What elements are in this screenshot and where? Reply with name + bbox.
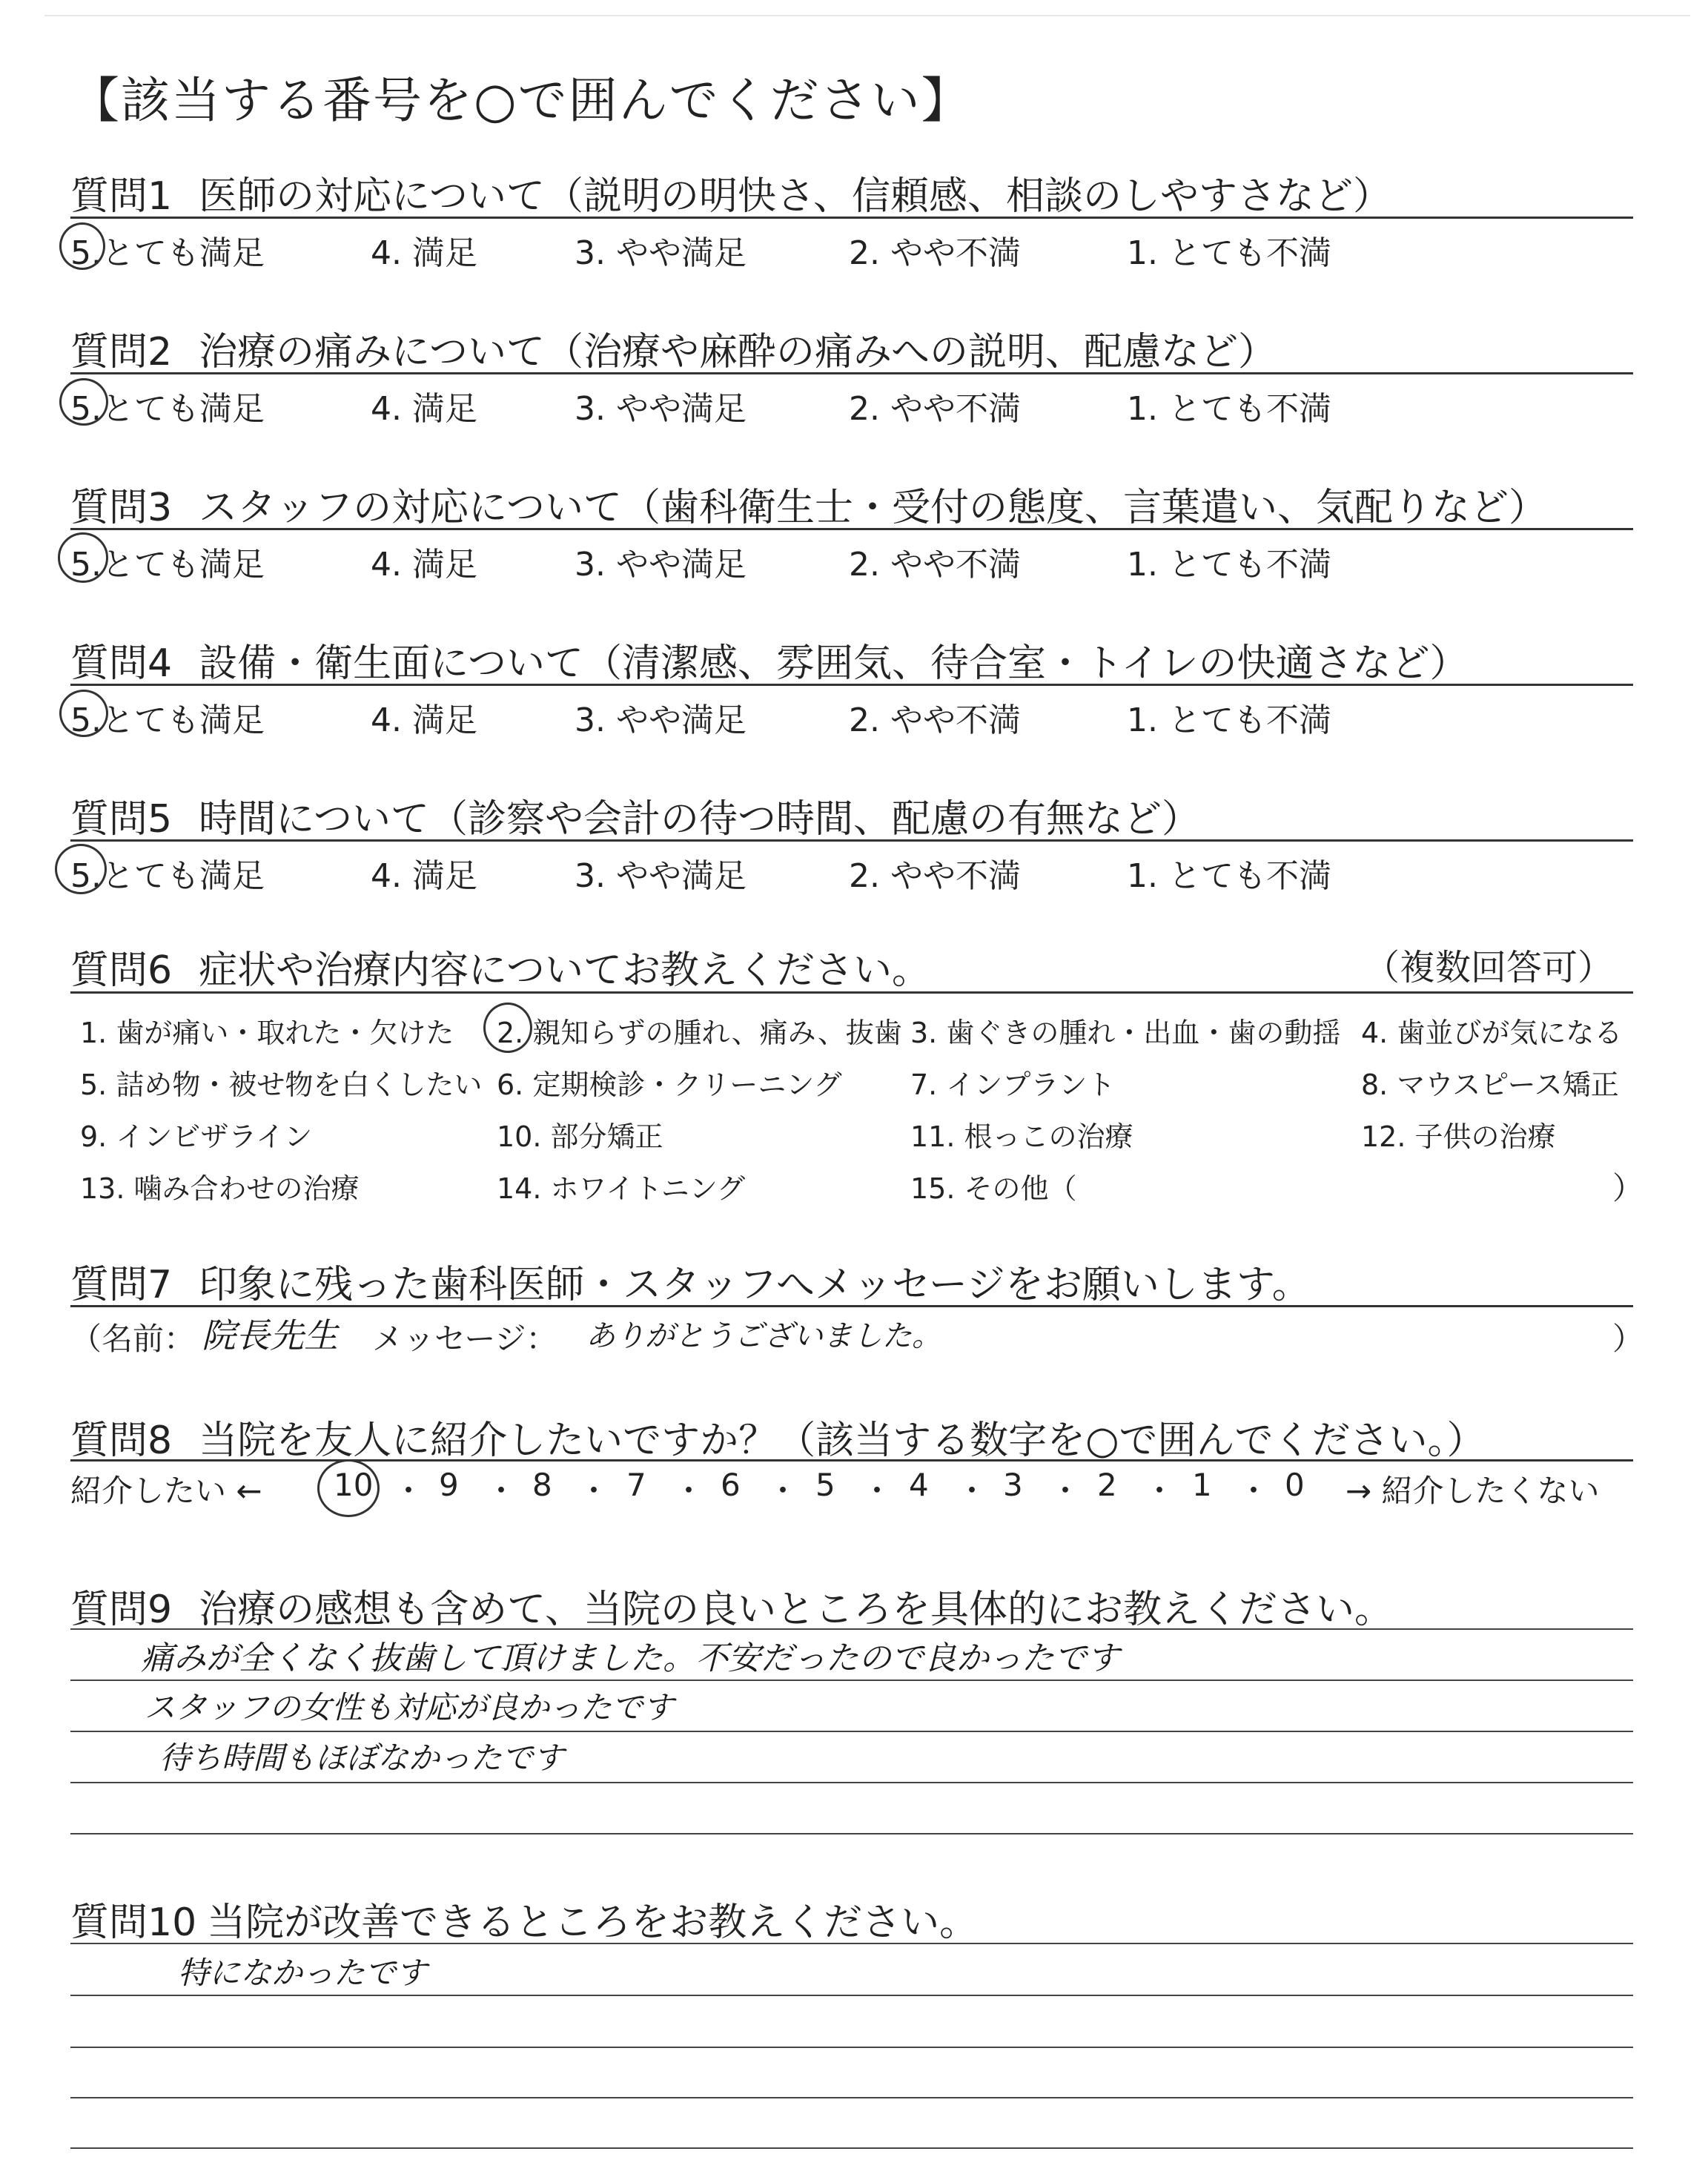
top-divider xyxy=(44,15,1690,16)
q6-option-9[interactable]: 9. インビザライン xyxy=(80,1120,313,1153)
q2-option-1[interactable]: 1. とても不満 xyxy=(1127,390,1331,428)
q3-option-5[interactable]: 5.とても満足 xyxy=(70,546,265,584)
question-10-number: 質問10 xyxy=(70,1900,197,1945)
q6-option-12[interactable]: 12. 子供の治療 xyxy=(1361,1120,1556,1153)
q4-option-5[interactable]: 5.とても満足 xyxy=(70,701,265,739)
q2-selection-circle xyxy=(59,378,108,426)
q7-close-paren: ） xyxy=(1612,1321,1644,1357)
question-7-title xyxy=(70,1253,1311,1309)
q7-name-label: （名前： xyxy=(70,1321,196,1357)
question-6-title xyxy=(70,939,930,994)
q8-sep-4: ・ xyxy=(673,1473,705,1509)
q9-line-2 xyxy=(70,1680,1633,1681)
q9-line-3 xyxy=(70,1731,1633,1732)
question-7-text: 印象に残った歯科医師・スタッフへメッセージをお願いします。 xyxy=(199,1263,1311,1307)
q5-selection-circle xyxy=(55,844,107,894)
q8-scale-3[interactable]: 3 xyxy=(1003,1467,1023,1503)
q7-name-handwritten[interactable]: 院長先生 xyxy=(202,1315,338,1355)
q8-sep-3: ・ xyxy=(578,1473,610,1509)
q6-option-13[interactable]: 13. 噛み合わせの治療 xyxy=(80,1172,360,1205)
question-8-text: 当院を友人に紹介したいですか？（該当する数字を○で囲んでください。） xyxy=(199,1418,1486,1463)
q8-sep-2: ・ xyxy=(486,1473,517,1509)
q8-sep-5: ・ xyxy=(767,1473,799,1509)
question-6-number: 質問6 xyxy=(70,948,173,993)
question-6-text: 症状や治療内容についてお教えください。 xyxy=(199,948,931,993)
q2-option-4[interactable]: 4. 満足 xyxy=(371,390,477,428)
q8-scale-6[interactable]: 6 xyxy=(721,1467,741,1503)
q3-option-1[interactable]: 1. とても不満 xyxy=(1127,546,1331,584)
q10-line-3 xyxy=(70,2047,1633,2048)
q7-message-handwritten[interactable]: ありがとうございました。 xyxy=(586,1319,941,1353)
q8-selection-circle xyxy=(317,1459,380,1517)
q10-line-5 xyxy=(70,2147,1633,2149)
question-8-title xyxy=(70,1409,1485,1464)
question-3-text: スタッフの対応について（歯科衛生士・受付の態度、言葉遣い、気配りなど） xyxy=(199,486,1548,530)
q3-option-3[interactable]: 3. やや満足 xyxy=(575,546,747,584)
question-8-number: 質問8 xyxy=(70,1418,173,1463)
q6-option-4[interactable]: 4. 歯並びが気になる xyxy=(1361,1017,1623,1049)
question-1-text: 医師の対応について（説明の明快さ、信頼感、相談のしやすさなど） xyxy=(199,174,1391,219)
q8-scale-1[interactable]: 1 xyxy=(1192,1467,1212,1503)
q6-option-3[interactable]: 3. 歯ぐきの腫れ・出血・歯の動揺 xyxy=(910,1017,1341,1049)
question-6-note: （複数回答可） xyxy=(1364,947,1614,988)
q8-right-label: → 紹介したくない xyxy=(1345,1473,1600,1509)
q4-option-2[interactable]: 2. やや不満 xyxy=(849,701,1021,739)
q9-answer-1[interactable]: 痛みが全くなく抜歯して頂けました。不安だったので良かったです xyxy=(141,1639,1119,1677)
q4-option-3[interactable]: 3. やや満足 xyxy=(575,701,747,739)
question-2-text: 治療の痛みについて（治療や麻酔の痛みへの説明、配慮など） xyxy=(199,330,1277,374)
q8-sep-1: ・ xyxy=(393,1473,425,1509)
q3-option-2[interactable]: 2. やや不満 xyxy=(849,546,1021,584)
q8-scale-5[interactable]: 5 xyxy=(815,1467,835,1503)
q6-option-2[interactable]: 2. 親知らずの腫れ、痛み、抜歯 xyxy=(497,1017,902,1049)
q1-option-5[interactable]: 5.とても満足 xyxy=(70,234,265,272)
q1-option-1[interactable]: 1. とても不満 xyxy=(1127,234,1331,272)
q3-option-4[interactable]: 4. 満足 xyxy=(371,546,477,584)
question-9-text: 治療の感想も含めて、当院の良いところを具体的にお教えください。 xyxy=(199,1588,1394,1632)
question-5-rule xyxy=(70,839,1633,842)
q8-sep-7: ・ xyxy=(956,1473,988,1509)
question-10-title xyxy=(70,1891,978,1946)
question-10-text: 当院が改善できるところをお教えください。 xyxy=(207,1900,979,1945)
question-2-rule xyxy=(70,372,1633,374)
q6-option-7[interactable]: 7. インプラント xyxy=(910,1069,1116,1101)
question-5-number: 質問5 xyxy=(70,797,173,842)
q10-line-1 xyxy=(70,1943,1633,1944)
question-7-rule xyxy=(70,1305,1633,1307)
question-4-text: 設備・衛生面について（清潔感、雰囲気、待合室・トイレの快適さなど） xyxy=(199,641,1469,686)
q8-scale-7[interactable]: 7 xyxy=(626,1467,646,1503)
q9-answer-3[interactable]: 待ち時間もほぼなかったです xyxy=(159,1740,565,1776)
question-2-number: 質問2 xyxy=(70,330,173,374)
q1-option-4[interactable]: 4. 満足 xyxy=(371,234,477,272)
q5-option-5[interactable]: 5.とても満足 xyxy=(70,857,265,895)
q3-selection-circle xyxy=(58,532,108,583)
question-3-title xyxy=(70,476,1547,532)
q5-option-2[interactable]: 2. やや不満 xyxy=(849,857,1021,895)
q1-option-3[interactable]: 3. やや満足 xyxy=(575,234,747,272)
q9-line-4 xyxy=(70,1782,1633,1783)
q8-sep-10: ・ xyxy=(1238,1473,1270,1509)
q8-scale-0[interactable]: 0 xyxy=(1285,1467,1305,1503)
question-9-number: 質問9 xyxy=(70,1588,173,1632)
question-3-rule xyxy=(70,528,1633,530)
q6-option-14[interactable]: 14. ホワイトニング xyxy=(497,1172,746,1205)
question-6-rule xyxy=(70,991,1633,994)
q10-line-4 xyxy=(70,2097,1633,2098)
q9-line-1 xyxy=(70,1628,1633,1630)
q5-option-1[interactable]: 1. とても不満 xyxy=(1127,857,1331,895)
q8-scale-2[interactable]: 2 xyxy=(1097,1467,1117,1503)
question-5-text: 時間について（診察や会計の待つ時間、配慮の有無など） xyxy=(199,797,1201,842)
question-4-rule xyxy=(70,684,1633,686)
q2-option-2[interactable]: 2. やや不満 xyxy=(849,390,1021,428)
q10-answer-1[interactable]: 特になかったです xyxy=(178,1955,428,1991)
q5-option-4[interactable]: 4. 満足 xyxy=(371,857,477,895)
question-1-rule xyxy=(70,217,1633,219)
q9-answer-2[interactable]: スタッフの女性も対応が良かったです xyxy=(145,1689,675,1725)
q6-option-11[interactable]: 11. 根っこの治療 xyxy=(910,1120,1133,1153)
q6-option-1[interactable]: 1. 歯が痛い・取れた・欠けた xyxy=(80,1017,454,1049)
question-8-rule xyxy=(70,1459,1633,1462)
q1-option-2[interactable]: 2. やや不満 xyxy=(849,234,1021,272)
question-5-title xyxy=(70,787,1200,843)
q2-option-3[interactable]: 3. やや満足 xyxy=(575,390,747,428)
q4-option-1[interactable]: 1. とても不満 xyxy=(1127,701,1331,739)
question-4-title xyxy=(70,632,1468,687)
q8-sep-6: ・ xyxy=(861,1473,893,1509)
q8-scale-10[interactable]: 10 xyxy=(334,1467,374,1503)
q6-selection-circle xyxy=(483,1003,532,1053)
q8-left-label: 紹介したい ← xyxy=(70,1473,262,1509)
q8-scale-8[interactable]: 8 xyxy=(532,1467,552,1503)
question-1-number: 質問1 xyxy=(70,174,173,219)
q1-selection-circle xyxy=(59,222,105,270)
question-4-number: 質問4 xyxy=(70,641,173,686)
q6-option-15[interactable]: 15. その他（ xyxy=(910,1172,1077,1205)
question-7-number: 質問7 xyxy=(70,1263,173,1307)
q6-option-10[interactable]: 10. 部分矯正 xyxy=(497,1120,663,1153)
q8-sep-9: ・ xyxy=(1144,1473,1176,1509)
question-2-title xyxy=(70,320,1277,376)
q2-option-5[interactable]: 5.とても満足 xyxy=(70,390,265,428)
q7-message-label: メッセージ： xyxy=(372,1321,557,1357)
q6-option-6[interactable]: 6. 定期検診・クリーニング xyxy=(497,1069,842,1101)
q6-option-5[interactable]: 5. 詰め物・被せ物を白くしたい xyxy=(80,1069,483,1101)
question-3-number: 質問3 xyxy=(70,486,173,530)
q5-option-3[interactable]: 3. やや満足 xyxy=(575,857,747,895)
q6-option-8[interactable]: 8. マウスピース矯正 xyxy=(1361,1069,1619,1101)
q8-scale-4[interactable]: 4 xyxy=(909,1467,929,1503)
question-1-title xyxy=(70,165,1391,220)
q8-sep-8: ・ xyxy=(1050,1473,1082,1509)
q4-option-4[interactable]: 4. 満足 xyxy=(371,701,477,739)
q10-line-2 xyxy=(70,1995,1633,1996)
q6-other-close: ） xyxy=(1612,1170,1644,1206)
q8-scale-9[interactable]: 9 xyxy=(439,1467,459,1503)
q9-line-5 xyxy=(70,1833,1633,1834)
page-title: 【該当する番号を○で囲んでください】 xyxy=(70,72,972,129)
question-9-title xyxy=(70,1578,1393,1634)
q4-selection-circle xyxy=(59,690,108,737)
